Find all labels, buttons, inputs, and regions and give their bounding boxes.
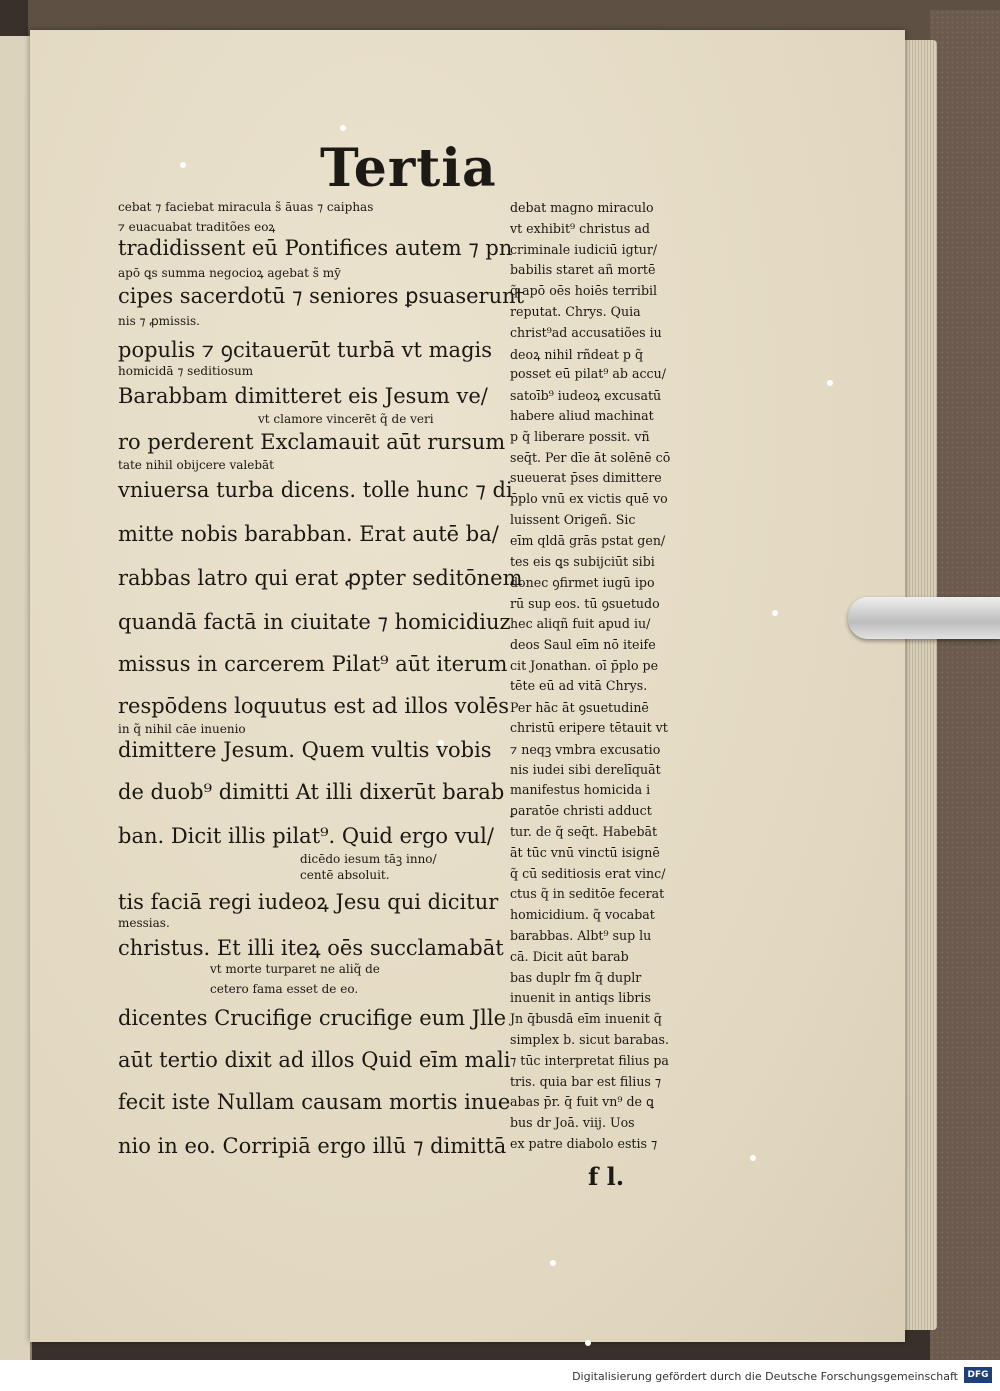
gloss-line: donec ꝯfirmet iugū ipo — [510, 575, 655, 591]
gloss-line: ꝑaratōe christi adduct — [510, 803, 652, 819]
text-line: ban. Dicit illis pilat⁹. Quid ergo vul/ — [118, 824, 494, 848]
gloss-line: babilis staret añ mortē — [510, 262, 656, 278]
text-line: homicidā ⁊ seditiosum — [118, 364, 254, 378]
text-line: quandā factā in ciuitate ⁊ homicidiuz — [118, 610, 511, 634]
text-line: rabbas latro qui erat ꝓpter seditōnem — [118, 566, 523, 590]
text-line: tis faciā regi iudeoꝝ Jesu qui dicitur — [118, 890, 499, 914]
gloss-line: p̄plo vnū ex victis quē vo — [510, 491, 668, 507]
gloss-line: habere aliud machinat — [510, 408, 654, 423]
gloss-line: satoīb⁹ iudeoꝝ excusatū — [510, 388, 662, 404]
text-line: mitte nobis barabban. Erat autē ba/ — [118, 522, 499, 546]
text-line: dicentes Crucifige crucifige eum Jlle — [118, 1006, 507, 1030]
gloss-line: debat magno miraculo — [510, 200, 654, 215]
gloss-line: deoꝝ nihil rñdeat p q̃ — [510, 346, 644, 362]
gloss-line: sueuerat p̄ses dimittere — [510, 470, 662, 486]
text-line: tate nihil obijcere valebāt — [118, 458, 274, 472]
gloss-line: tris. quia bar est filius ⁊ — [510, 1073, 662, 1089]
text-line: in q̃ nihil cāe inuenio — [118, 722, 246, 736]
gloss-line: criminale iudiciū igtur/ — [510, 241, 658, 257]
text-line: nis ⁊ ꝓmissis. — [118, 314, 200, 328]
gloss-line: q̃ cū seditiosis erat vinc/ — [510, 865, 666, 881]
paper-hole — [827, 380, 833, 386]
text-line: aūt tertio dixit ad illos Quid eīm mali — [118, 1048, 511, 1072]
text-line: cetero fama esset de eo. — [210, 982, 359, 996]
footer-bar — [0, 1360, 1000, 1391]
paper-hole — [585, 1340, 591, 1346]
gloss-line: ⁊ tūc interpretat filius pa — [510, 1052, 669, 1068]
text-line: populis ⁊ ꝯcitauerūt turbā vt magis — [118, 338, 493, 362]
gloss-line: christ⁹ad accusatiões iu — [510, 324, 662, 340]
gloss-line: p q̃ liberare possit. vñ — [510, 428, 650, 444]
text-line: ⁊ euacuabat traditões eoꝝ — [118, 220, 276, 234]
paper-hole — [750, 1155, 756, 1161]
text-line: nio in eo. Corripiā ergo illū ⁊ dimittā — [118, 1134, 507, 1158]
text-line: Barabbam dimitteret eis Jesum ve/ — [118, 384, 488, 408]
text-line: christus. Et illi iteꝝ oēs succlamabāt — [118, 936, 504, 960]
gloss-line: bus dr Joā. viij. Uos — [510, 1115, 635, 1131]
gloss-line: posset eū pilat⁹ ab accu/ — [510, 366, 666, 382]
gloss-line: abas p̄r. q̄ fuit vn⁹ de ꝗ — [510, 1094, 654, 1110]
gloss-line: seq̄t. Per dīe āt solēnē cō — [510, 449, 671, 465]
gloss-line: barabbas. Albt⁹ sup lu — [510, 928, 652, 943]
text-line: vt morte turparet ne aliq̃ de — [210, 962, 380, 976]
gloss-line: tēte eū ad vitā Chrys. — [510, 678, 648, 694]
page-heading: Tertia — [320, 138, 497, 199]
gloss-line: tur. de q̃ seq̄t. Habebāt — [510, 824, 658, 839]
bookmark-clip — [848, 597, 1000, 639]
text-line: ro perderent Exclamauit aūt rursum — [118, 430, 506, 454]
signature-mark: f l. — [588, 1162, 625, 1191]
text-line: vt clamore vincerēt q̃ de veri — [258, 412, 434, 426]
text-line: dicēdo iesum tāꝫ inno/ — [300, 852, 437, 866]
text-line: de duob⁹ dimitti At illi dixerūt barab — [118, 780, 505, 804]
left-page-edge — [0, 36, 32, 1360]
gloss-line: ⁊ neqꝫ vmbra excusatio — [510, 741, 661, 757]
gloss-line: christū eripere tētauit vt — [510, 720, 668, 735]
gloss-line: āt tūc vnū vinctū isignē — [510, 844, 660, 860]
gloss-line: vt exhibit⁹ christus ad — [510, 220, 650, 236]
gloss-line: reputat. Chrys. Quia — [510, 304, 641, 319]
text-line: missus in carcerem Pilat⁹ aūt iterum — [118, 652, 508, 676]
gloss-line: cit Jonathan. oī p̄plo pe — [510, 657, 659, 673]
text-line: cebat ⁊ faciebat miracula s̃ āuas ⁊ caiphas — [118, 200, 374, 214]
gloss-line: luissent Origeñ. Sic — [510, 512, 636, 527]
paper-hole — [180, 162, 186, 168]
gloss-line: manifestus homicida i — [510, 782, 651, 798]
gloss-line: hec aliqñ fuit apud iu/ — [510, 616, 651, 631]
gloss-line: inuenit in antiqs libris — [510, 990, 651, 1006]
paper-hole — [340, 125, 346, 131]
gloss-line: Per hāc āt ꝯsuetudinē — [510, 700, 649, 716]
gloss-line: simplex b. sicut barabas. — [510, 1032, 670, 1047]
gloss-line: ex patre diabolo estis ⁊ — [510, 1136, 658, 1151]
funding-credit: Digitalisierung gefördert durch die Deutsche Forschungsgemeinschaft — [572, 1370, 958, 1383]
paper-hole — [550, 1260, 556, 1266]
gloss-line: ctus q̃ in seditōe fecerat — [510, 886, 665, 902]
text-line: tradidissent eū Pontifices autem ⁊ pn — [118, 236, 513, 260]
gloss-line: deos Saul eīm nō iteife — [510, 636, 656, 652]
dfg-logo: DFG — [964, 1367, 992, 1383]
gloss-line: tes eis ꝗs subijciūt sibi — [510, 553, 655, 569]
text-line: apō ꝗs summa negocioꝝ agebat s̃ mȳ — [118, 266, 341, 280]
paper-hole — [772, 610, 778, 616]
text-line: respōdens loquutus est ad illos volēs — [118, 694, 510, 718]
book-cover-right — [930, 10, 1000, 1360]
gloss-line: nis iudei sibi derelīquāt — [510, 761, 661, 777]
gloss-line: rū sup eos. tū ꝯsuetudo — [510, 596, 660, 612]
text-line: vniuersa turba dicens. tolle hunc ⁊ di — [118, 478, 513, 502]
gloss-line: eīm qldā grās pstat gen/ — [510, 532, 666, 548]
gloss-line: homicidium. q̃ vocabat — [510, 907, 655, 923]
gloss-line: Jn q̄busdā eīm inuenit q̃ — [510, 1011, 662, 1027]
gloss-line: q̃ apō oēs hoiēs terribil — [510, 283, 658, 299]
text-line: cipes sacerdotū ⁊ seniores ꝑsuaserunt — [118, 284, 525, 308]
text-line: messias. — [118, 916, 170, 930]
text-line: centē absoluit. — [300, 868, 390, 882]
gloss-line: bas duplr fm q̃ duplr — [510, 969, 642, 985]
text-line: fecit iste Nullam causam mortis inue — [118, 1090, 511, 1114]
text-line: dimittere Jesum. Quem vultis vobis — [118, 738, 492, 762]
gloss-line: cā. Dicit aūt barab — [510, 948, 629, 964]
